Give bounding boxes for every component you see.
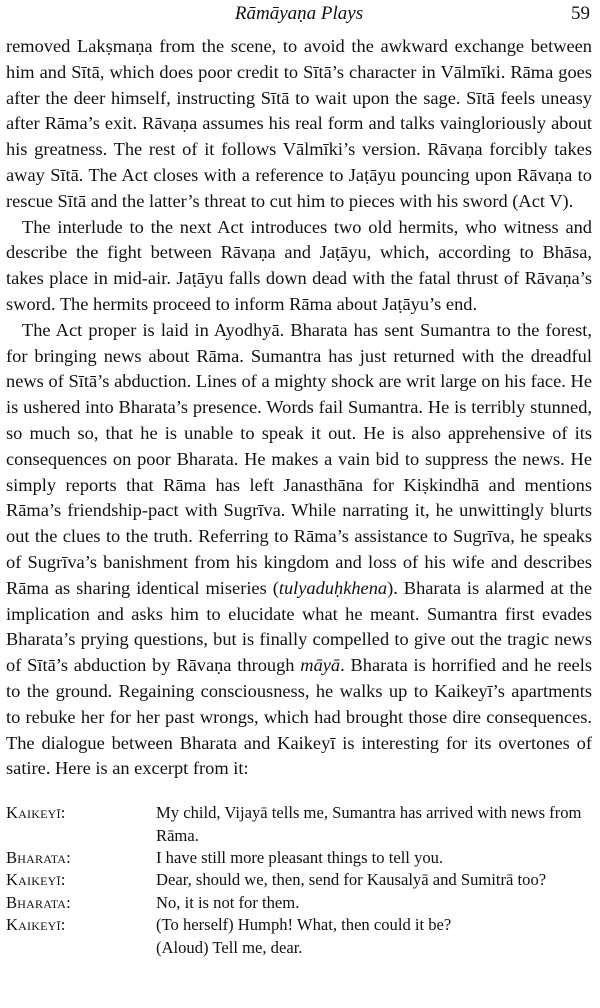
dialogue-line: (To herself) Humph! What, then could it be?: [156, 915, 452, 935]
dialogue-line: (Aloud) Tell me, dear.: [156, 937, 303, 957]
italic-term: māyā: [300, 655, 341, 676]
paragraph: [6, 215, 592, 318]
text-segment: . Bharata is horrified and he reels to the ground. Regaining consciousness, he walks up to Kaikeyī’s apartments to rebuke her for her past wrongs, which had brought those dire consequences. The dialogue between Bharata and Kaikeyī is interesting for its overtones of satire. Here is an excerpt from it:: [6, 655, 592, 779]
dialogue-line: I have still more pleasant things to tell you.: [156, 847, 444, 867]
paragraph: [6, 318, 592, 782]
dialogue-row: [6, 869, 592, 891]
dialogue-line: Dear, should we, then, send for Kausalyā and Sumitrā too?: [156, 870, 547, 890]
text-segment: ). Bharata is alarmed at the implication and asks him to elucidate what he meant. Sumantra first evades Bharata’s prying questions, but is finally compelled to give out the tragic news of Sītā’s abduction by Rāvaṇa through: [6, 577, 593, 676]
text-segment: The Act proper is laid in Ayodhyā. Bharata has sent Sumantra to the forest, for bringing news about Rāma. Sumantra has just returned with the dreadful news of Sītā’s abduction. Lines of a mighty shock are writ large on his face. He is ushered into Bharata’s presence. Words fail Sumantra. He is terribly stunned, so much so, that he is unable to speak it out. He is also apprehensive of its consequences on poor Bharata. He makes a vain bid to suppress the news. He simply reports that Rāma has left Janasthāna for Kiṣkindhā and mentions Rāma’s friendship-pact with Sugrīva. While narrating it, he unwittingly blurts out the clues to the truth. Referring to Rāma’s assistance to Sugrīva, he speaks of Sugrīva’s banishment from his kingdom and loss of his wife and describes Rāma as sharing identical miseries (: [6, 319, 592, 598]
dialogue-row: [6, 892, 592, 914]
dialogue-row: [6, 914, 592, 936]
speaker-name: Bharata:: [6, 847, 71, 867]
speaker-name: Kaikeyī:: [6, 803, 66, 823]
dialogue-row: [6, 937, 592, 959]
dialogue-row: [6, 802, 592, 847]
text-segment: The interlude to the next Act introduces two old hermits, who witness and describe the fight between Rāvaṇa and Jaṭāyu, which, according to Bhāsa, takes place in mid-air. Jaṭāyu falls down dead with the fatal thrust of Rāvaṇa’s sword. The hermits proceed to inform Rāma about Jaṭāyu’s end.: [6, 216, 592, 314]
dialogue-line: No, it is not for them.: [156, 892, 300, 912]
running-header: [6, 0, 592, 34]
running-title: Rāmāyaṇa Plays: [234, 3, 364, 24]
text-segment: removed Lakṣmaṇa from the scene, to avoid the awkward exchange between him and Sītā, which does poor credit to Sītā’s character in Vālmīki. Rāma goes after the deer himself, instructing Sītā to wait upon the sage. Sītā feels uneasy after Rāma’s exit. Rāvaṇa assumes his real form and talks vaingloriously about his greatness. The rest of it follows Vālmīki’s version. Rāvaṇa forcibly takes away Sītā. The Act closes with a reference to Jaṭāyu pouncing upon Rāvaṇa to rescue Sītā and the latter’s threat to cut him to pieces with his sword (Act V).: [6, 36, 592, 211]
italic-term: tulyaduḥkhena: [278, 577, 388, 598]
speaker-name: Bharata:: [6, 892, 71, 912]
dialogue-row: [6, 847, 592, 869]
page-number: 59: [571, 3, 590, 24]
dialogue-excerpt: [6, 802, 592, 959]
paragraph: [6, 34, 592, 215]
body-text: [6, 34, 592, 782]
dialogue-line: My child, Vijayā tells me, Sumantra has arrived with news from Rāma.: [156, 803, 582, 845]
speaker-name: Kaikeyī:: [6, 870, 66, 890]
speaker-name: Kaikeyī:: [6, 915, 66, 935]
